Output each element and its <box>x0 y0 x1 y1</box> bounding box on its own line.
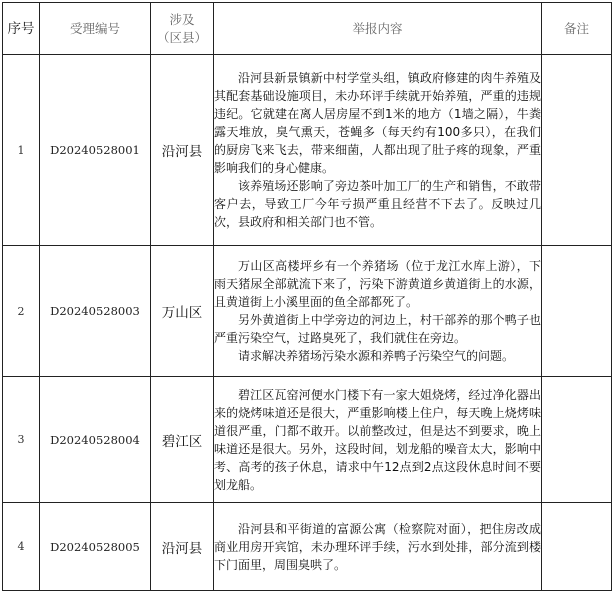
row-remarks <box>542 246 612 377</box>
row-no: 4 <box>3 503 40 591</box>
header-remarks: 备注 <box>542 3 612 55</box>
row-remarks <box>542 55 612 246</box>
header-content: 举报内容 <box>214 3 542 55</box>
header-no: 序号 <box>3 3 40 55</box>
header-row <box>3 3 612 55</box>
table-row <box>3 55 612 246</box>
content-paragraph: 沿河县和平街道的富源公寓（检察院对面），把住房改成商业用房开宾馆，未办理环评手续，污水到处排，部分流到楼下门面里，周围臭哄了。 <box>214 521 541 572</box>
row-case-id: D20240528004 <box>40 377 151 503</box>
table-row <box>3 503 612 591</box>
complaint-table <box>2 2 612 591</box>
row-district: 沿河县 <box>151 503 214 591</box>
row-no: 3 <box>3 377 40 503</box>
content-paragraph: 请求解决养猪场污染水源和养鸭子污染空气的问题。 <box>238 349 515 363</box>
row-case-id: D20240528003 <box>40 246 151 377</box>
row-district: 碧江区 <box>151 377 214 503</box>
table-row <box>3 377 612 503</box>
content-paragraph: 该养殖场还影响了旁边茶叶加工厂的生产和销售，不敢带客户去，导致工厂今年亏损严重且经营不下去了。反映过几次，县政府和相关部门也不管。 <box>214 179 541 229</box>
row-content <box>214 377 542 503</box>
content-paragraph: 碧江区瓦窑河便水门楼下有一家大姐烧烤，经过净化器出来的烧烤味道还是很大，严重影响楼上住户，每天晚上烧烤味道很严重，门都不敢开。以前整改过，但是达不到要求，晚上味道还是很大。另外，这段时间，划龙船的噪音太大，影响中考、高考的孩子休息，请求中午12点到2点这段休息时间不要划龙船。 <box>214 387 541 492</box>
content-paragraph: 另外黄道街上中学旁边的河边上，村干部养的那个鸭子也严重污染空气，过路臭死了，我们就住在旁边。 <box>214 313 541 345</box>
content-paragraph: 沿河县新景镇新中村学堂头组，镇政府修建的肉牛养殖及其配套基础设施项目，未办环评手续就开始养殖，严重的违规违纪。它就建在离人居房屋不到1米的地方（1墙之隔），牛粪露天堆放，臭气熏天，苍蝇多（每天约有100多只），在我们的厨房飞来飞去，带来细菌，人都出现了肚子疼的现象，严重影响我们的身心健康。 <box>214 71 541 175</box>
row-content <box>214 246 542 377</box>
table-row <box>3 246 612 377</box>
row-content <box>214 55 542 246</box>
row-case-id: D20240528001 <box>40 55 151 246</box>
header-district-line1: 涉及 <box>169 11 195 27</box>
row-case-id: D20240528005 <box>40 503 151 591</box>
header-case-id: 受理编号 <box>40 3 151 55</box>
row-content <box>214 503 542 591</box>
row-district: 万山区 <box>151 246 214 377</box>
header-district-line2: （区县） <box>156 29 207 45</box>
row-district: 沿河县 <box>151 55 214 246</box>
row-remarks <box>542 503 612 591</box>
row-remarks <box>542 377 612 503</box>
header-district <box>151 3 214 55</box>
row-no: 1 <box>3 55 40 246</box>
row-no: 2 <box>3 246 40 377</box>
content-paragraph: 万山区高楼坪乡有一个养猪场（位于龙江水库上游），下雨天猪尿全部就流下来了，污染下游黄道乡黄道街上的水源，且黄道街上小溪里面的鱼全部都死了。 <box>214 259 541 309</box>
